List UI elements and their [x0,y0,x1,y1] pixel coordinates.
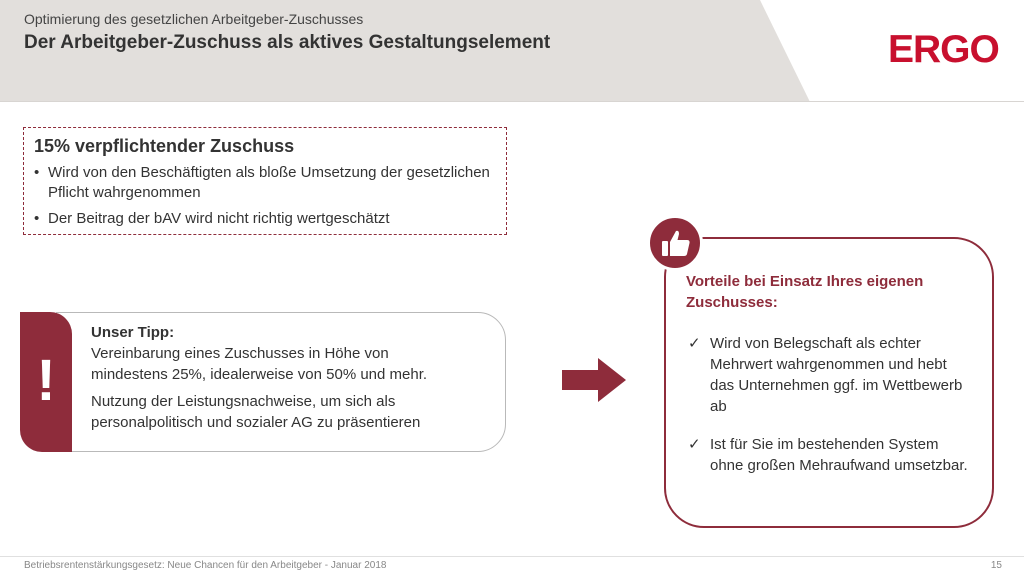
checkmark-icon: ✓ [688,436,701,453]
tip-box [56,312,506,452]
tip-text: Vereinbarung eines Zuschusses in Höhe von [91,345,389,362]
thumbs-up-icon [647,215,703,271]
header-divider [0,101,1024,102]
advantages-box [664,237,994,528]
mandatory-subsidy-title: 15% verpflichtender Zuschuss [34,136,295,156]
advantage-item [686,333,972,417]
slide-subtitle: Optimierung des gesetzlichen Arbeitgeber-Zuschusses [24,11,364,27]
advantages-heading: Vorteile bei Einsatz Ihres eigenen Zuschusses: [686,273,924,311]
mandatory-subsidy-bullet: • Der Beitrag der bAV wird nicht richtig wertgeschätzt [34,209,496,229]
footer-text: Betriebsrentenstärkungsgesetz: Neue Chancen für den Arbeitgeber - Januar 2018 [24,560,387,571]
mandatory-subsidy-box [23,127,507,235]
tip-text: mindestens 25%, idealerweise von 50% und mehr. [91,366,428,383]
tip-text: personalpolitisch und sozialer AG zu präsentieren [91,414,421,431]
footer-divider [0,556,1024,557]
slide-title: Der Arbeitgeber-Zuschuss als aktives Gestaltungselement [24,32,551,53]
page-number: 15 [990,560,1002,571]
mandatory-subsidy-bullet: • Wird von den Beschäftigten als bloße Umsetzung der gesetzlichen Pflicht wahrgenommen [34,163,496,203]
checkmark-icon: ✓ [688,335,701,352]
tip-text: Nutzung der Leistungsnachweise, um sich als [91,393,396,410]
advantage-text: Ist für Sie im bestehenden System ohne großen Mehraufwand umsetzbar. [710,436,968,474]
slide-header [0,0,1024,102]
advantage-item [686,434,972,476]
ergo-logo: ERGO [888,28,999,71]
exclamation-symbol: ! [36,348,56,413]
tip-heading: Unser Tipp: [91,324,175,341]
arrow-right-icon [562,358,626,402]
advantage-text: Wird von Belegschaft als echter Mehrwert wahrgenommen und hebt das Unternehmen ggf. im Wettbewerb ab [710,335,963,415]
